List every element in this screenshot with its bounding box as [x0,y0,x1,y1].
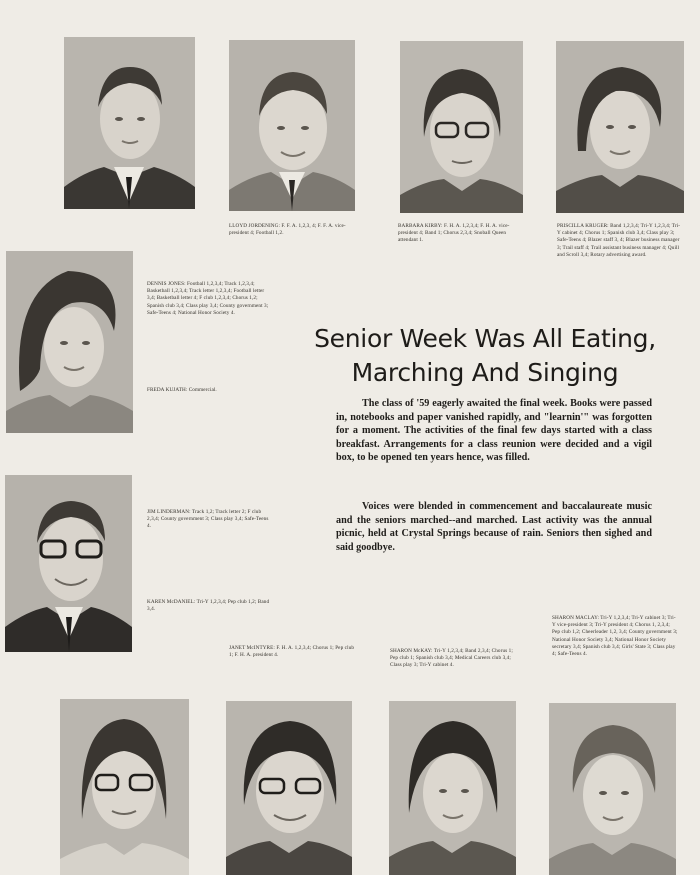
portrait-sharon-maclay [549,703,676,875]
article-paragraph-2: Voices were blended in commencement and baccalaureate music and the seniors marched--and marched. Last activity was the annual picnic, held at Crystal Springs because of rain. Seniors then sighed and said goodbye. [336,501,652,553]
portrait-sharon-mckay [389,701,516,875]
caption-sharon-mckay: SHARON McKAY: Tri-Y 1,2,3,4; Band 2,3,4; Chorus 1; Pep club 1; Spanish club 3,4; Medical Careers club 3,4; Class play 3; Tri-Y cabinet 4. [390,648,513,669]
caption-karen-mcdaniel: KAREN McDANIEL: Tri-Y 1,2,3,4; Pep club 1,2; Band 3,4. [147,599,270,613]
caption-dennis-jones: DENNIS JONES: Football 1,2,3,4; Track 1,2,3,4; Basketball 1,2,3,4; Track letter 1,2,3,4; Football letter 3,4; Basketball letter 4; F club 1,2,3,4; Chorus 1,2; Spanish club 3,4; Class play 3,4; County government 3; Safe-Teens 4; National Honor Society 4. [147,281,269,316]
portrait-barbara-kirby [400,41,523,213]
portrait-janet-mcintyre [226,701,352,875]
caption-jim-linderman: JIM LINDERMAN: Track 1,2; Track letter 2; F club 2,3,4; County government 3; Class play 3,4; Safe-Teens 4. [147,509,269,530]
caption-lloyd-jordening: LLOYD JORDENING: F. F. A. 1,2,3, 4; F. F. A. vice-president 4; Football 1,2. [229,223,346,237]
portrait-priscilla-kruger [556,41,684,213]
portrait-jim-linderman [5,475,132,652]
caption-barbara-kirby: BARBARA KIRBY: F. H. A. 1,2,3,4; F. H. A. vice-president 4; Band 1; Chorus 2,3,4; Snoball Queen attendant 1. [398,223,510,244]
heading-line-1: Senior Week Was All Eating, [314,324,656,353]
portrait-freda-kujath [6,251,133,433]
caption-priscilla-kruger: PRISCILLA KRUGER: Band 1,2,3,4; Tri-Y 1,2,3,4; Tri-Y cabinet 4; Chorus 1; Spanish club 3,4; Class play 3; Safe-Teens 4; Blazer staff 3, 4; Blazer business manager 3; Trail staff 4; Trail assistant business manager 4; Quill and Scroll 3,4; Rotary advertising award. [557,223,681,258]
portrait-karen-mcdaniel [60,699,189,875]
caption-sharon-maclay: SHARON MACLAY: Tri-Y 1,2,3,4; Tri-Y cabinet 3; Tri-Y vice-president 3; Tri-Y president 4; Chorus 1, 2,3,4; Pep club 1,2; Cheerleader 1,2, 3,4; County government 3; National Honor Society 3,4; National Honor Society secretary 3,4; Spanish club 3,4; Girls' State 3; Class play 4; Safe-Teens 4. [552,615,678,658]
article-heading [300,322,670,390]
caption-janet-mcintyre: JANET McINTYRE: F. H. A. 1,2,3,4; Chorus 1; Pep club 1; F. H. A. president 4. [229,645,355,659]
caption-freda-kujath: FREDA KUJATH: Commercial. [147,387,217,393]
portrait-lloyd-jordening [64,37,195,209]
portrait-dennis-jones-top [229,40,355,211]
article-paragraph-1: The class of '59 eagerly awaited the final week. Books were passed in, notebooks and paper vanished rapidly, and "learnin'" was forgotten for a moment. The activities of the final few days started with a class breakfast. Arrangements for a class reunion were decided and a vigil box, to be opened ten years hence, was filled. [336,398,652,464]
heading-line-2: Marching And Singing [351,358,619,387]
